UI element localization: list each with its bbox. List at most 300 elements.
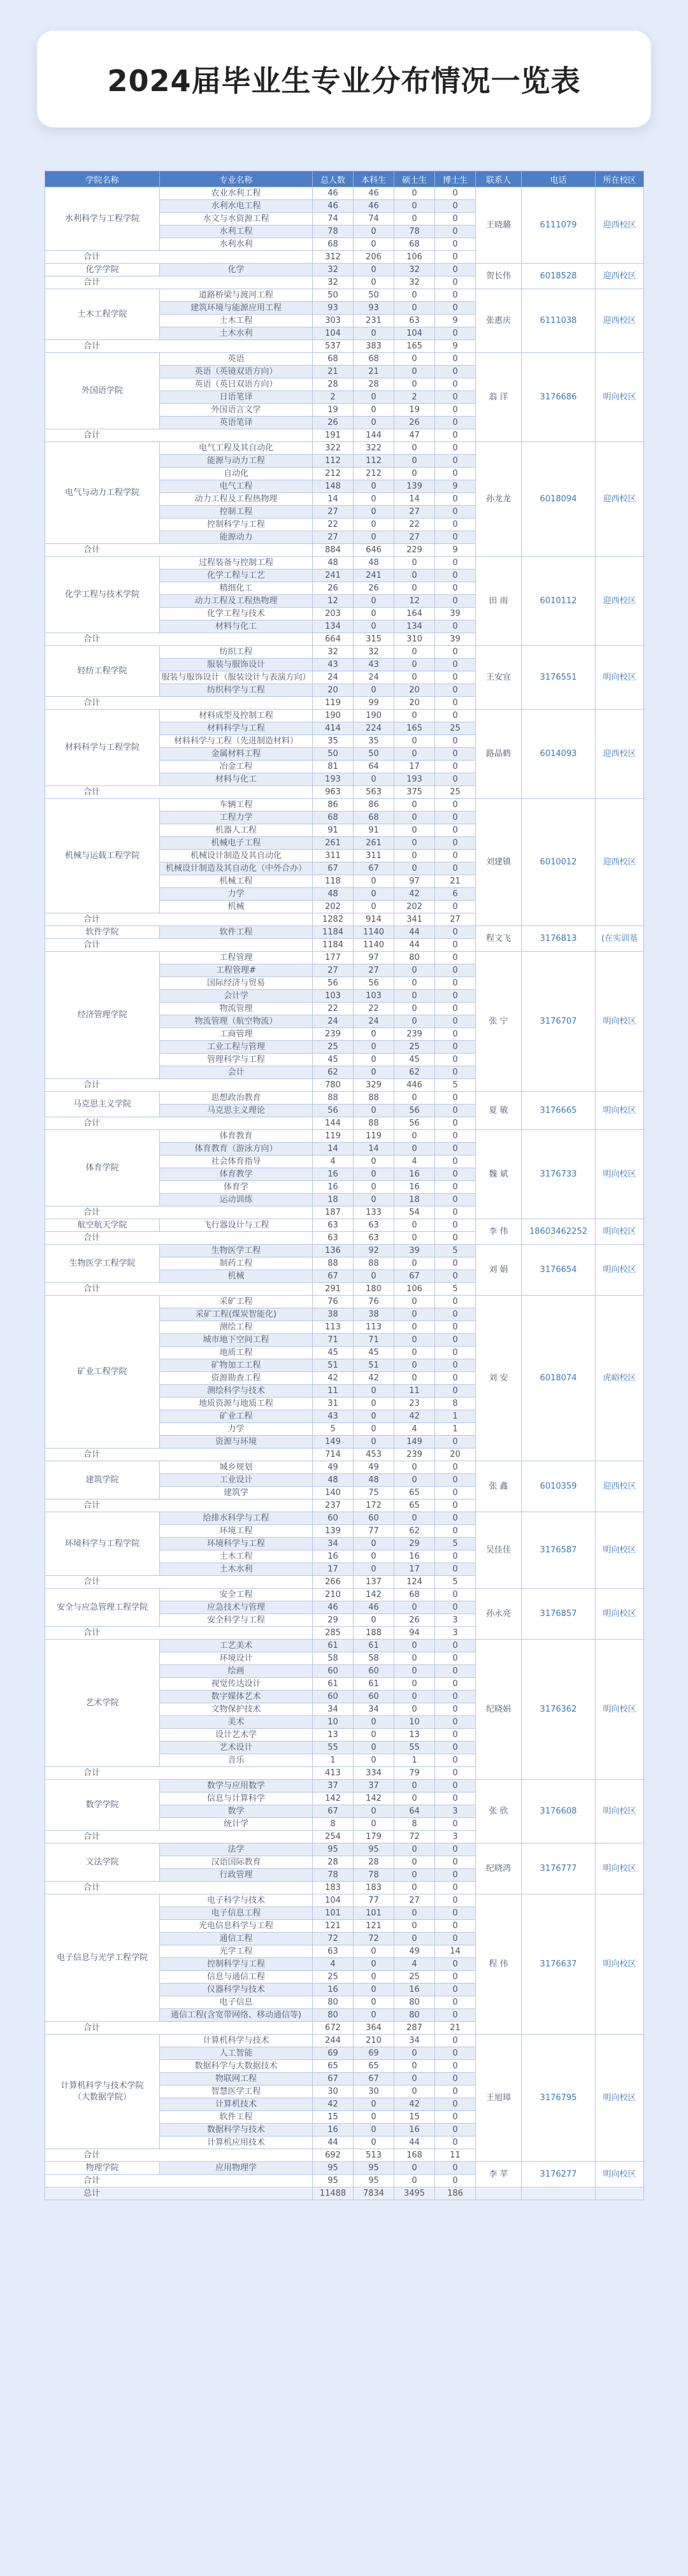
campus-name: 明向校区 (596, 1894, 644, 2035)
count-cell: 0 (394, 1359, 435, 1372)
count-cell: 86 (354, 799, 394, 812)
count-cell: 22 (313, 1003, 354, 1015)
subtotal-value: 3 (435, 1831, 476, 1843)
count-cell: 68 (313, 238, 354, 251)
count-cell: 64 (354, 761, 394, 773)
major-name: 汉语国际教育 (160, 1856, 313, 1869)
count-cell: 12 (394, 595, 435, 608)
count-cell: 149 (394, 1436, 435, 1449)
count-cell: 76 (313, 1296, 354, 1308)
count-cell: 0 (354, 1054, 394, 1066)
subtotal-value: 285 (313, 1627, 354, 1640)
count-cell: 11 (394, 1385, 435, 1398)
count-cell: 0 (394, 1792, 435, 1805)
major-name: 电气工程及其自动化 (160, 442, 313, 455)
major-name: 数字媒体艺术 (160, 1691, 313, 1703)
count-cell: 68 (313, 812, 354, 824)
count-cell: 0 (435, 1156, 476, 1168)
grand-total-value: 3495 (394, 2187, 435, 2200)
campus-name: 迎西校区 (596, 187, 644, 264)
count-cell: 68 (354, 812, 394, 824)
count-cell: 0 (435, 378, 476, 391)
count-cell: 0 (394, 1652, 435, 1665)
campus-name: 虎峪校区 (596, 1296, 644, 1461)
grand-total-value: 11488 (313, 2187, 354, 2200)
subtotal-value: 20 (394, 697, 435, 710)
subtotal-label: 合计 (45, 697, 313, 710)
count-cell: 190 (313, 710, 354, 722)
count-cell: 44 (394, 926, 435, 939)
major-name: 行政管理 (160, 1869, 313, 1882)
count-cell: 119 (354, 1130, 394, 1143)
count-cell: 10 (313, 1716, 354, 1729)
count-cell: 15 (394, 2111, 435, 2124)
college-name: 材料科学与工程学院 (45, 710, 160, 786)
count-cell: 0 (354, 1194, 394, 1206)
subtotal-value: 672 (313, 2022, 354, 2035)
subtotal-value: 0 (435, 1882, 476, 1894)
campus-name: 明向校区 (596, 952, 644, 1092)
count-cell: 0 (394, 200, 435, 213)
count-cell: 32 (313, 264, 354, 276)
subtotal-value: 21 (435, 2022, 476, 2035)
count-cell: 63 (354, 1219, 394, 1232)
count-cell: 63 (394, 315, 435, 327)
major-name: 思想政治教育 (160, 1092, 313, 1105)
major-name: 矿业工程 (160, 1410, 313, 1423)
contact-name: 程 伟 (476, 1894, 522, 2035)
major-name: 国际经济与贸易 (160, 977, 313, 990)
count-cell: 34 (313, 1703, 354, 1716)
count-cell: 32 (394, 264, 435, 276)
subtotal-value: 5 (435, 1576, 476, 1589)
contact-phone: 3176795 (522, 2035, 596, 2162)
count-cell: 0 (435, 2009, 476, 2022)
subtotal-label: 合计 (45, 786, 313, 799)
major-name: 金属材料工程 (160, 748, 313, 761)
count-cell: 0 (435, 684, 476, 697)
major-name: 会计学 (160, 990, 313, 1003)
count-cell: 0 (354, 2098, 394, 2111)
count-cell: 2 (313, 391, 354, 404)
count-cell: 113 (354, 1321, 394, 1334)
count-cell: 16 (394, 1984, 435, 1996)
count-cell: 0 (354, 391, 394, 404)
count-cell: 0 (435, 1729, 476, 1742)
count-cell: 0 (394, 1678, 435, 1691)
col-contact: 联系人 (476, 171, 522, 187)
subtotal-value: 0 (354, 276, 394, 289)
count-cell: 0 (394, 2060, 435, 2073)
count-cell: 0 (435, 366, 476, 378)
contact-name: 孙永亮 (476, 1589, 522, 1640)
count-cell: 19 (394, 404, 435, 417)
count-cell: 16 (394, 1168, 435, 1181)
count-cell: 4 (313, 1156, 354, 1168)
major-name: 计算机科学与技术 (160, 2035, 313, 2047)
count-cell: 121 (354, 1920, 394, 1933)
count-cell: 0 (435, 1028, 476, 1041)
count-cell: 0 (435, 2035, 476, 2047)
major-name: 水利水电工程 (160, 200, 313, 213)
count-cell: 42 (354, 1372, 394, 1385)
college-name: 化学学院 (45, 264, 160, 276)
count-cell: 49 (394, 1945, 435, 1958)
subtotal-value: 180 (354, 1283, 394, 1296)
major-name: 材料与化工 (160, 620, 313, 633)
count-cell: 0 (354, 1742, 394, 1754)
count-cell: 60 (313, 1665, 354, 1678)
count-cell: 78 (354, 1869, 394, 1882)
col-campus: 所在校区 (596, 171, 644, 187)
campus-name: 迎西校区 (596, 1461, 644, 1512)
contact-name: 张 宁 (476, 952, 522, 1092)
contact-phone: 3176686 (522, 353, 596, 442)
campus-name: (在实训基 (596, 926, 644, 952)
major-name: 人工智能 (160, 2047, 313, 2060)
contact-name: 路晶鹤 (476, 710, 522, 799)
count-cell: 77 (354, 1894, 394, 1907)
count-cell: 0 (435, 1487, 476, 1499)
college-name: 经济管理学院 (45, 952, 160, 1079)
count-cell: 46 (354, 187, 394, 200)
count-cell: 136 (313, 1245, 354, 1257)
major-name: 土木水利 (160, 327, 313, 340)
count-cell: 91 (313, 824, 354, 837)
count-cell: 0 (394, 1372, 435, 1385)
count-cell: 14 (354, 1143, 394, 1156)
count-cell: 88 (354, 1257, 394, 1270)
count-cell: 0 (435, 1474, 476, 1487)
count-cell: 0 (435, 582, 476, 595)
subtotal-value: 0 (394, 2175, 435, 2187)
subtotal-label: 合计 (45, 1882, 313, 1894)
count-cell: 0 (394, 1601, 435, 1614)
count-cell: 0 (435, 1003, 476, 1015)
subtotal-value: 165 (394, 340, 435, 353)
campus-name: 明向校区 (596, 1640, 644, 1780)
count-cell: 0 (354, 888, 394, 901)
count-cell: 0 (435, 519, 476, 531)
count-cell: 60 (313, 1512, 354, 1525)
subtotal-value: 229 (394, 544, 435, 557)
count-cell: 0 (394, 582, 435, 595)
subtotal-label: 合计 (45, 1232, 313, 1245)
major-name: 精细化工 (160, 582, 313, 595)
count-cell: 0 (394, 302, 435, 315)
subtotal-label: 合计 (45, 633, 313, 646)
contact-name: 贺长伟 (476, 264, 522, 289)
count-cell: 31 (313, 1398, 354, 1410)
campus-name: 迎西校区 (596, 710, 644, 799)
count-cell: 60 (313, 1691, 354, 1703)
subtotal-value: 375 (394, 786, 435, 799)
count-cell: 42 (313, 1372, 354, 1385)
count-cell: 190 (354, 710, 394, 722)
count-cell: 60 (354, 1512, 394, 1525)
count-cell: 95 (313, 1843, 354, 1856)
count-cell: 103 (354, 990, 394, 1003)
count-cell: 58 (313, 1652, 354, 1665)
count-cell: 148 (313, 480, 354, 493)
count-cell: 0 (435, 1461, 476, 1474)
count-cell: 0 (435, 1334, 476, 1347)
count-cell: 74 (354, 213, 394, 225)
count-cell: 17 (394, 1563, 435, 1576)
count-cell: 0 (435, 671, 476, 684)
contact-name: 孙龙龙 (476, 442, 522, 557)
count-cell: 0 (394, 1257, 435, 1270)
count-cell: 177 (313, 952, 354, 964)
major-name: 会计 (160, 1066, 313, 1079)
major-name: 数据科学与技术 (160, 2124, 313, 2136)
count-cell: 65 (354, 2060, 394, 2073)
count-cell: 104 (313, 1894, 354, 1907)
college-name: 机械与运载工程学院 (45, 799, 160, 913)
count-cell: 26 (354, 582, 394, 595)
count-cell: 2 (394, 391, 435, 404)
grand-total-row (45, 2187, 644, 2200)
subtotal-value: 79 (394, 1767, 435, 1780)
college-name: 体育学院 (45, 1130, 160, 1206)
subtotal-value: 334 (354, 1767, 394, 1780)
count-cell: 0 (354, 480, 394, 493)
count-cell: 0 (354, 875, 394, 888)
col-phone: 电话 (522, 171, 596, 187)
campus-name: 明向校区 (596, 2162, 644, 2187)
count-cell: 0 (435, 595, 476, 608)
subtotal-label: 合计 (45, 939, 313, 952)
count-cell: 11 (313, 1385, 354, 1398)
subtotal-label: 合计 (45, 2175, 313, 2187)
count-cell: 67 (394, 1270, 435, 1283)
count-cell: 1140 (354, 926, 394, 939)
count-cell: 0 (435, 748, 476, 761)
subtotal-value: 413 (313, 1767, 354, 1780)
subtotal-value: 0 (435, 251, 476, 264)
count-cell: 0 (394, 1143, 435, 1156)
major-name: 动力工程及工程热物理 (160, 595, 313, 608)
count-cell: 4 (394, 1423, 435, 1436)
count-cell: 118 (313, 875, 354, 888)
college-name: 计算机科学与技术学院 （大数据学院） (45, 2035, 160, 2149)
count-cell: 0 (354, 1984, 394, 1996)
count-cell: 0 (354, 506, 394, 519)
count-cell: 50 (354, 748, 394, 761)
count-cell: 0 (435, 1296, 476, 1308)
subtotal-value: 124 (394, 1576, 435, 1589)
count-cell: 69 (354, 2047, 394, 2060)
major-name: 通信工程(含宽带网络、移动通信等) (160, 2009, 313, 2022)
major-name: 机械 (160, 901, 313, 913)
major-name: 绘画 (160, 1665, 313, 1678)
count-cell: 140 (313, 1487, 354, 1499)
count-cell: 39 (394, 1245, 435, 1257)
count-cell: 0 (394, 799, 435, 812)
major-name: 建筑学 (160, 1487, 313, 1499)
table-row (45, 187, 644, 200)
table-row (45, 1092, 644, 1105)
subtotal-value: 133 (354, 1206, 394, 1219)
count-cell: 0 (394, 1843, 435, 1856)
campus-name: 明向校区 (596, 1843, 644, 1894)
count-cell: 0 (394, 557, 435, 569)
count-cell: 80 (313, 2009, 354, 2022)
count-cell: 58 (354, 1652, 394, 1665)
major-name: 工艺美术 (160, 1640, 313, 1652)
count-cell: 0 (435, 1703, 476, 1716)
major-name: 安全科学与工程 (160, 1614, 313, 1627)
major-name: 建筑环境与能源应用工程 (160, 302, 313, 315)
contact-name: 吴佳佳 (476, 1512, 522, 1589)
count-cell: 0 (435, 1130, 476, 1143)
major-name: 工业设计 (160, 1474, 313, 1487)
contact-name: 程文飞 (476, 926, 522, 952)
subtotal-value: 364 (354, 2022, 394, 2035)
count-cell: 16 (313, 2124, 354, 2136)
count-cell: 3 (435, 1805, 476, 1818)
count-cell: 93 (354, 302, 394, 315)
subtotal-value: 664 (313, 633, 354, 646)
major-name: 动力工程及工程热物理 (160, 493, 313, 506)
major-name: 工程力学 (160, 812, 313, 824)
count-cell: 0 (394, 187, 435, 200)
contact-phone: 3176277 (522, 2162, 596, 2187)
subtotal-value: 65 (394, 1499, 435, 1512)
count-cell: 0 (435, 761, 476, 773)
count-cell: 1 (394, 1754, 435, 1767)
count-cell: 15 (313, 2111, 354, 2124)
count-cell: 37 (313, 1780, 354, 1792)
subtotal-label: 合计 (45, 2022, 313, 2035)
count-cell: 149 (313, 1436, 354, 1449)
count-cell: 113 (313, 1321, 354, 1334)
count-cell: 56 (313, 977, 354, 990)
count-cell: 0 (435, 1933, 476, 1945)
count-cell: 78 (313, 225, 354, 238)
count-cell: 142 (354, 1792, 394, 1805)
count-cell: 12 (313, 595, 354, 608)
college-name: 建筑学院 (45, 1461, 160, 1499)
count-cell: 67 (313, 1270, 354, 1283)
count-cell: 0 (394, 353, 435, 366)
count-cell: 0 (354, 1410, 394, 1423)
count-cell: 0 (435, 1015, 476, 1028)
count-cell: 0 (394, 1920, 435, 1933)
subtotal-value: 780 (313, 1079, 354, 1092)
count-cell: 34 (394, 2035, 435, 2047)
count-cell: 0 (435, 404, 476, 417)
count-cell: 193 (313, 773, 354, 786)
count-cell: 0 (435, 302, 476, 315)
count-cell: 0 (394, 2073, 435, 2086)
count-cell: 76 (354, 1296, 394, 1308)
count-cell: 27 (313, 964, 354, 977)
count-cell: 0 (354, 1805, 394, 1818)
major-name: 矿物加工工程 (160, 1359, 313, 1372)
subtotal-value: 239 (394, 1449, 435, 1461)
count-cell: 25 (394, 1971, 435, 1984)
count-cell: 0 (354, 2124, 394, 2136)
count-cell: 210 (354, 2035, 394, 2047)
count-cell: 74 (313, 213, 354, 225)
count-cell: 16 (313, 1181, 354, 1194)
subtotal-value: 0 (435, 939, 476, 952)
contact-name: 王旭璋 (476, 2035, 522, 2162)
count-cell: 30 (313, 2086, 354, 2098)
major-name: 英语 (160, 353, 313, 366)
count-cell: 112 (313, 455, 354, 468)
subtotal-value: 168 (394, 2149, 435, 2162)
table-row (45, 2162, 644, 2175)
count-cell: 46 (313, 200, 354, 213)
count-cell: 97 (394, 875, 435, 888)
count-cell: 29 (394, 1538, 435, 1550)
contact-name: 李 苹 (476, 2162, 522, 2187)
count-cell: 93 (313, 302, 354, 315)
major-name: 数学 (160, 1805, 313, 1818)
count-cell: 26 (313, 417, 354, 429)
table-row (45, 1219, 644, 1232)
major-name: 控制科学与工程 (160, 1958, 313, 1971)
major-name: 电气工程 (160, 480, 313, 493)
count-cell: 71 (313, 1334, 354, 1347)
subtotal-value: 95 (313, 2175, 354, 2187)
count-cell: 0 (394, 1665, 435, 1678)
subtotal-value: 453 (354, 1449, 394, 1461)
major-name: 机械设计制造及其自动化（中外合办） (160, 862, 313, 875)
subtotal-value: 63 (313, 1232, 354, 1245)
count-cell: 0 (435, 1041, 476, 1054)
table-row (45, 2035, 644, 2047)
major-name: 法学 (160, 1843, 313, 1856)
major-name: 美术 (160, 1716, 313, 1729)
count-cell: 3 (435, 1614, 476, 1627)
col-total: 总人数 (313, 171, 354, 187)
count-cell: 0 (354, 620, 394, 633)
count-cell: 0 (435, 455, 476, 468)
count-cell: 0 (435, 289, 476, 302)
count-cell: 32 (313, 646, 354, 659)
count-cell: 0 (354, 238, 394, 251)
count-cell: 241 (313, 569, 354, 582)
major-name: 环境工程 (160, 1525, 313, 1538)
subtotal-value: 106 (394, 251, 435, 264)
major-name: 服装与服饰设计 (160, 659, 313, 671)
count-cell: 14 (394, 493, 435, 506)
major-name: 城乡规划 (160, 1461, 313, 1474)
major-name: 服装与服饰设计（服装设计与表演方向） (160, 671, 313, 684)
contact-phone: 6018094 (522, 442, 596, 557)
count-cell: 80 (394, 2009, 435, 2022)
count-cell: 0 (435, 659, 476, 671)
count-cell: 0 (394, 990, 435, 1003)
count-cell: 19 (313, 404, 354, 417)
college-name: 艺术学院 (45, 1640, 160, 1767)
count-cell: 24 (313, 671, 354, 684)
major-name: 物联网工程 (160, 2073, 313, 2086)
major-name: 体育学 (160, 1181, 313, 1194)
major-name: 日语笔译 (160, 391, 313, 404)
count-cell: 48 (354, 1474, 394, 1487)
major-name: 光电信息科学与工程 (160, 1920, 313, 1933)
count-cell: 24 (354, 671, 394, 684)
count-cell: 0 (435, 506, 476, 519)
table-row (45, 646, 644, 659)
contact-phone: 3176857 (522, 1589, 596, 1640)
major-name: 生物医学工程 (160, 1245, 313, 1257)
count-cell: 0 (394, 1703, 435, 1716)
